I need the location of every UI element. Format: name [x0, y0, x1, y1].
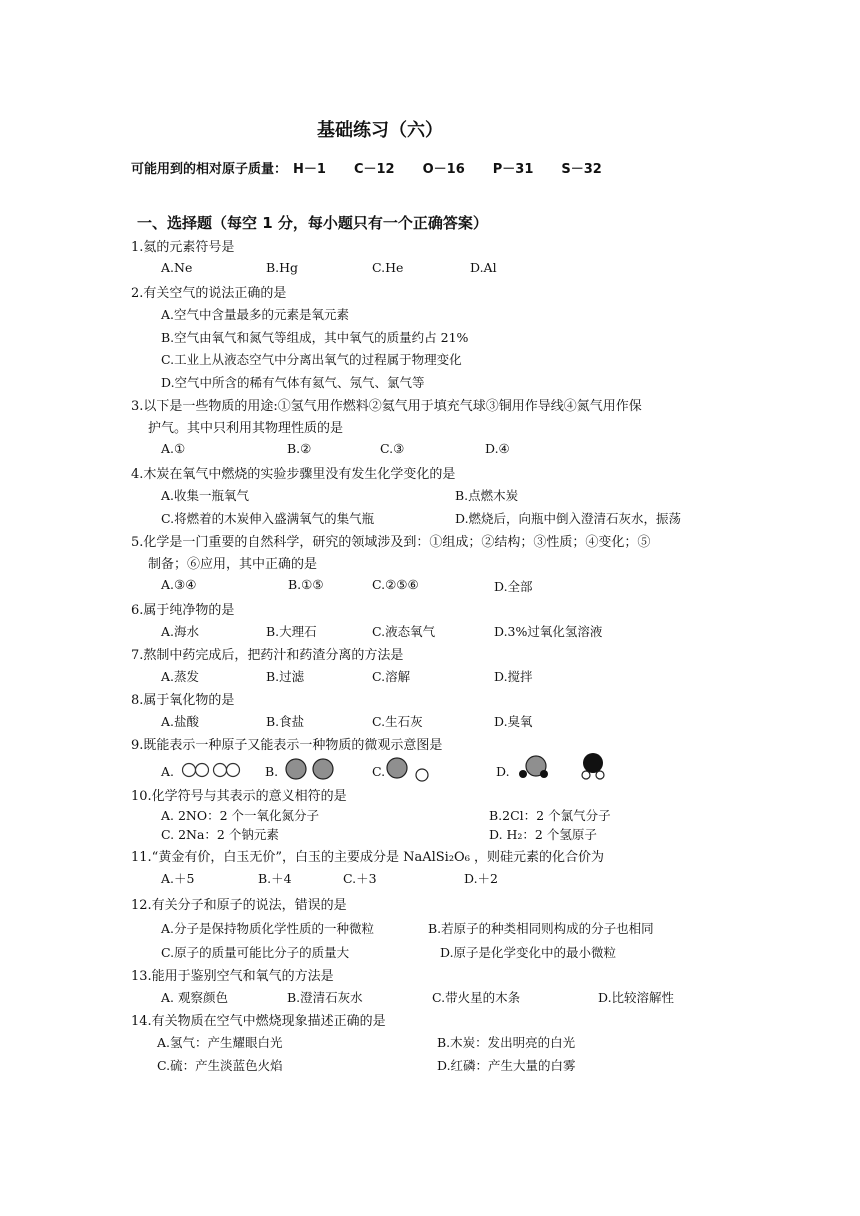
- question-8: 8.属于氧化物的是: [131, 693, 235, 708]
- question-6: 6.属于纯净物的是: [131, 603, 235, 618]
- section-heading: 一、选择题（每空 1 分，每小题只有一个正确答案）: [137, 214, 488, 232]
- white-atom-icon: [416, 769, 428, 781]
- q4-option-d: D.燃烧后，向瓶中倒入澄清石灰水，振荡: [455, 511, 682, 526]
- q3-option-a: A.①: [161, 441, 186, 456]
- q7-option-c: C.溶解: [372, 669, 411, 684]
- q4-option-b: B.点燃木炭: [455, 488, 519, 503]
- question-10: 10.化学符号与其表示的意义相符的是: [131, 789, 347, 804]
- q11-option-d: D.＋2: [464, 871, 499, 886]
- white-atom-icon: [183, 764, 196, 777]
- gray-atom-icon: [286, 759, 306, 779]
- q8-option-a: A.盐酸: [161, 714, 200, 729]
- white-atom-icon: [196, 764, 209, 777]
- atomic-masses-label: 可能用到的相对原子质量：: [131, 162, 288, 177]
- q9-option-b-atoms: [285, 757, 337, 783]
- gray-atom-icon: [387, 758, 407, 778]
- q3-option-c: C.③: [380, 441, 405, 456]
- question-2: 2.有关空气的说法正确的是: [131, 286, 287, 301]
- white-atom-icon: [582, 771, 590, 779]
- q5-option-d: D.全部: [494, 579, 533, 594]
- black-atom-icon: [519, 770, 527, 778]
- q3-option-b: B.②: [287, 441, 312, 456]
- question-4: 4.木炭在氧气中燃烧的实验步骤里没有发生化学变化的是: [131, 467, 456, 482]
- q12-option-b: B.若原子的种类相同则构成的分子也相同: [428, 921, 654, 936]
- q1-option-b: B.Hg: [266, 260, 299, 275]
- q13-option-a: A. 观察颜色: [161, 990, 228, 1005]
- q1-option-a: A.Ne: [161, 260, 193, 275]
- q7-option-d: D.搅拌: [494, 669, 533, 684]
- question-3-cont: 护气。其中只利用其物理性质的是: [148, 421, 344, 436]
- q12-option-c: C.原子的质量可能比分子的质量大: [161, 945, 350, 960]
- q9-option-a: A.: [161, 764, 175, 779]
- q9-option-a-molecules: [182, 759, 246, 781]
- q14-option-d: D.红磷：产生大量的白雾: [437, 1058, 576, 1073]
- mass-p: P－31: [492, 162, 534, 177]
- question-12: 12.有关分子和原子的说法，错误的是: [131, 898, 347, 913]
- question-11: 11.“黄金有价，白玉无价”，白玉的主要成分是 NaAlSi₂O₆ ，则硅元素的化合价为: [131, 850, 605, 865]
- q11-option-c: C.＋3: [343, 871, 377, 886]
- q2-option-d: D.空气中所含的稀有气体有氦气、氖气、氯气等: [161, 375, 425, 390]
- q9-option-c-atoms: [384, 757, 434, 783]
- q10-option-b: B.2Cl：2 个氯气分子: [489, 808, 611, 823]
- q11-option-a: A.＋5: [161, 871, 195, 886]
- q2-option-a: A.空气中含量最多的元素是氧元素: [161, 307, 350, 322]
- q6-option-c: C.液态氧气: [372, 624, 436, 639]
- q7-option-a: A.蒸发: [161, 669, 200, 684]
- q13-option-c: C.带火星的木条: [432, 990, 521, 1005]
- atomic-masses: [131, 158, 630, 177]
- question-3: 3.以下是一些物质的用途:①氢气用作燃料②氦气用于填充气球③铜用作导线④氮气用作保: [131, 399, 642, 414]
- q5-option-b: B.①⑤: [288, 577, 324, 592]
- q5-option-c: C.②⑤⑥: [372, 577, 419, 592]
- q9-option-d: D.: [496, 764, 510, 779]
- q5-option-a: A.③④: [161, 577, 197, 592]
- question-7: 7.熬制中药完成后，把药汁和药渣分离的方法是: [131, 648, 404, 663]
- gray-atom-icon: [313, 759, 333, 779]
- question-14: 14.有关物质在空气中燃烧现象描述正确的是: [131, 1014, 386, 1029]
- q10-option-d: D. H₂：2 个氢原子: [489, 827, 597, 842]
- q2-option-c: C.工业上从液态空气中分离出氧气的过程属于物理变化: [161, 352, 462, 367]
- q13-option-b: B.澄清石灰水: [287, 990, 363, 1005]
- page-title: 基础练习（六）: [317, 120, 443, 141]
- q14-option-a: A.氢气：产生耀眼白光: [157, 1035, 283, 1050]
- mass-h: H－1: [293, 162, 326, 177]
- black-atom-icon: [583, 753, 603, 773]
- question-5-cont: 制备；⑥应用，其中正确的是: [148, 557, 318, 572]
- black-atom-icon: [540, 770, 548, 778]
- q4-option-c: C.将燃着的木炭伸入盛满氧气的集气瓶: [161, 511, 375, 526]
- q6-option-d: D.3%过氧化氢溶液: [494, 624, 603, 639]
- question-9: 9.既能表示一种原子又能表示一种物质的微观示意图是: [131, 738, 443, 753]
- q2-option-b: B.空气由氧气和氮气等组成，其中氧气的质量约占 21%: [161, 330, 469, 345]
- mass-c: C－12: [353, 162, 395, 177]
- q10-option-c: C. 2Na：2 个钠元素: [161, 827, 279, 842]
- q12-option-d: D.原子是化学变化中的最小微粒: [440, 945, 617, 960]
- question-1: 1.氦的元素符号是: [131, 240, 235, 255]
- white-atom-icon: [227, 764, 240, 777]
- q1-option-c: C.He: [372, 260, 404, 275]
- white-atom-icon: [596, 771, 604, 779]
- q1-option-d: D.Al: [470, 260, 497, 275]
- q8-option-b: B.食盐: [266, 714, 305, 729]
- q11-option-b: B.＋4: [258, 871, 292, 886]
- q8-option-c: C.生石灰: [372, 714, 423, 729]
- mass-s: S－32: [561, 162, 602, 177]
- q9-option-d-molecules: [516, 752, 612, 782]
- q9-option-c: C.: [372, 764, 386, 779]
- q10-option-a: A. 2NO：2 个一氧化氮分子: [161, 808, 320, 823]
- white-atom-icon: [214, 764, 227, 777]
- q8-option-d: D.臭氧: [494, 714, 533, 729]
- mass-o: O－16: [422, 162, 465, 177]
- q9-option-b: B.: [265, 764, 279, 779]
- q6-option-a: A.海水: [161, 624, 200, 639]
- q14-option-c: C.硫：产生淡蓝色火焰: [157, 1058, 283, 1073]
- q6-option-b: B.大理石: [266, 624, 317, 639]
- question-5: 5.化学是一门重要的自然科学，研究的领域涉及到：①组成；②结构；③性质；④变化；⑤: [131, 535, 651, 550]
- q12-option-a: A.分子是保持物质化学性质的一种微粒: [161, 921, 375, 936]
- question-13: 13.能用于鉴别空气和氧气的方法是: [131, 969, 334, 984]
- q7-option-b: B.过滤: [266, 669, 305, 684]
- q4-option-a: A.收集一瓶氧气: [161, 488, 250, 503]
- q13-option-d: D.比较溶解性: [598, 990, 675, 1005]
- q14-option-b: B.木炭：发出明亮的白光: [437, 1035, 576, 1050]
- q3-option-d: D.④: [485, 441, 510, 456]
